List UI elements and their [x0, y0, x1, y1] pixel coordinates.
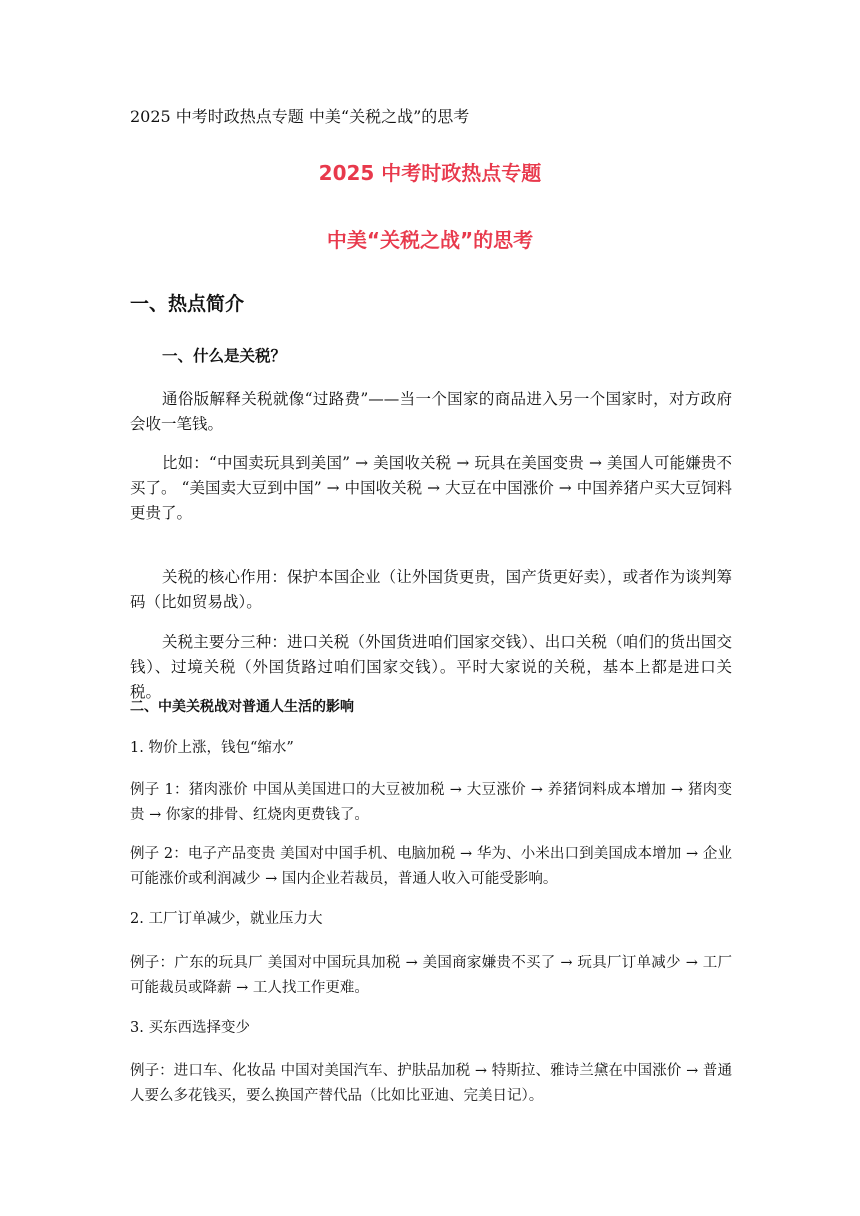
section-heading-impact: 二、中美关税战对普通人生活的影响 [130, 699, 354, 715]
section-heading-intro: 一、热点简介 [130, 293, 245, 315]
impact-example: 例子 1：猪肉涨价 中国从美国进口的大豆被加税 → 大豆涨价 → 养猪饲料成本增加 → 猪肉变贵 → 你家的排骨、红烧肉更费钱了。 [130, 782, 732, 823]
impact-example: 例子：广东的玩具厂 美国对中国玩具加税 → 美国商家嫌贵不买了 → 玩具厂订单减少 → 工厂可能裁员或降薪 → 工人找工作更难。 [130, 955, 732, 996]
title-line-2: 中美“关税之战”的思考 [326, 228, 534, 252]
impact-item-title: 3. 买东西选择变少 [130, 1020, 250, 1036]
impact-item-title: 2. 工厂订单减少，就业压力大 [130, 911, 323, 927]
paragraph: 比如：“中国卖玩具到美国” → 美国收关税 → 玩具在美国变贵 → 美国人可能嫌贵不买了。 “美国卖大豆到中国” → 中国收关税 → 大豆在中国涨价 → 中国养猪户买大豆饲料更贵了。 [130, 454, 732, 522]
paragraph: 关税的核心作用：保护本国企业（让外国货更贵，国产货更好卖），或者作为谈判筹码（比如贸易战）。 [130, 568, 732, 611]
impact-example: 例子 2：电子产品变贵 美国对中国手机、电脑加税 → 华为、小米出口到美国成本增加 → 企业可能涨价或利润减少 → 国内企业若裁员，普通人收入可能受影响。 [130, 846, 732, 887]
paragraph: 关税主要分三种：进口关税（外国货进咱们国家交钱）、出口关税（咱们的货出国交钱）、过境关税（外国货路过咱们国家交钱）。平时大家说的关税，基本上都是进口关税。 [130, 633, 732, 701]
impact-example: 例子：进口车、化妆品 中国对美国汽车、护肤品加税 → 特斯拉、雅诗兰黛在中国涨价 → 普通人要么多花钱买，要么换国产替代品（比如比亚迪、完美日记）。 [130, 1063, 732, 1104]
paragraph: 通俗版解释关税就像“过路费”——当一个国家的商品进入另一个国家时，对方政府会收一笔钱。 [130, 390, 732, 433]
title-line-1: 2025 中考时政热点专题 [318, 161, 542, 185]
document-header: 2025 中考时政热点专题 中美“关税之战”的思考 [130, 107, 470, 126]
subheading-what-is-tariff: 一、什么是关税？ [162, 347, 287, 365]
impact-item-title: 1. 物价上涨，钱包“缩水” [130, 740, 294, 756]
